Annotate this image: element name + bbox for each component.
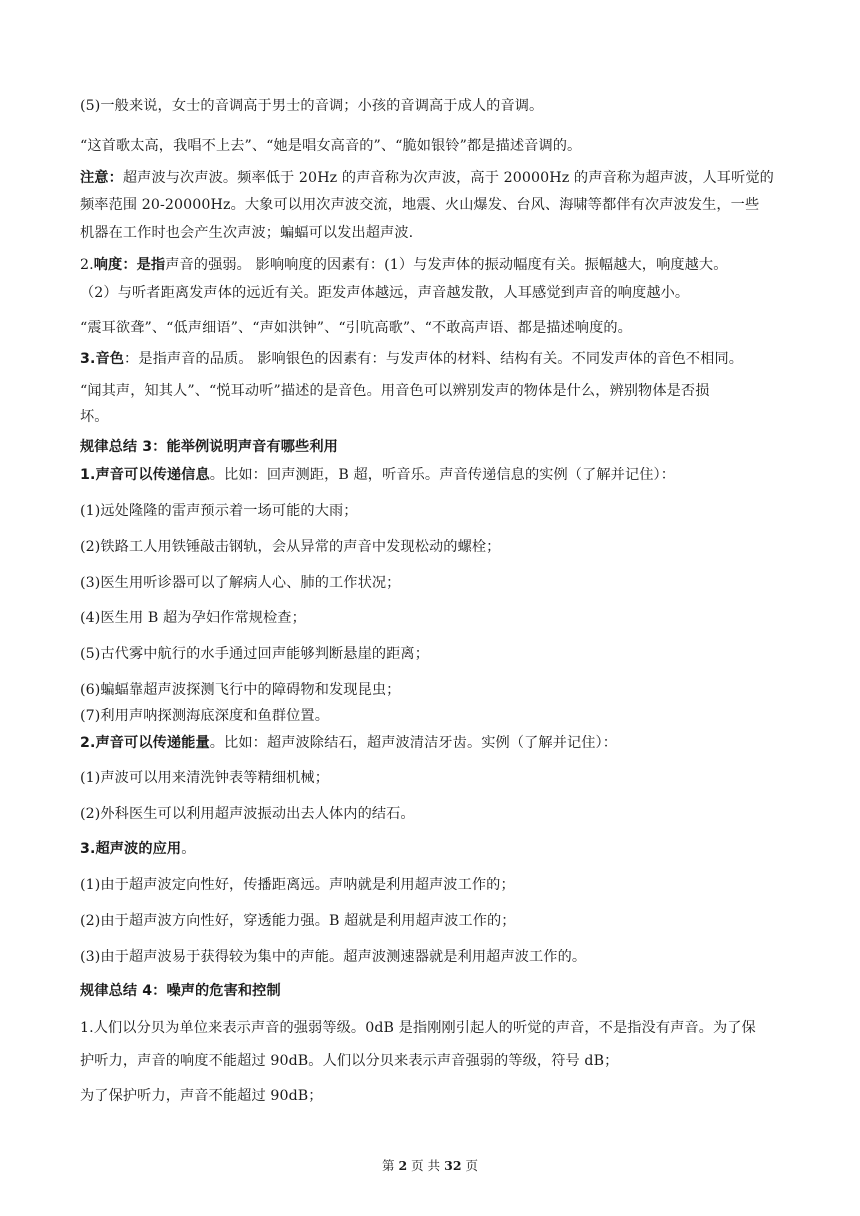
list-item: (1)声波可以用来清洗钟表等精细机械； — [80, 770, 329, 786]
list-item: (5)古代雾中航行的水手通过回声能够判断悬崖的距离； — [80, 646, 430, 662]
ultrasound-label: 3.超声波的应用 — [80, 841, 182, 857]
text-line: 1.人们以分贝为单位来表示声音的强弱等级。0dB 是指刚刚引起人的听觉的声音，不是指没有声音。为了保 — [80, 1020, 756, 1036]
list-item: (2)外科医生可以利用超声波振动出去人体内的结石。 — [80, 806, 415, 822]
text-line: 坏。 — [80, 409, 109, 425]
loudness-label: 响度：是指 — [93, 257, 166, 273]
list-item: (2)铁路工人用铁锤敲击钢轨，会从异常的声音中发现松动的螺栓； — [80, 539, 501, 555]
page-number: 2 — [398, 1158, 408, 1173]
note-label: 注意： — [80, 170, 123, 186]
section-heading-4: 规律总结 4：噪声的危害和控制 — [80, 983, 281, 999]
energy-label: 2.声音可以传递能量 — [80, 735, 210, 751]
text-line: (5)一般来说，女士的音调高于男士的音调；小孩的音调高于成人的音调。 — [80, 98, 544, 114]
list-item: (1)由于超声波定向性好，传播距离远。声呐就是利用超声波工作的； — [80, 877, 515, 893]
text-line: “这首歌太高，我唱不上去”、“她是唱女高音的”、“脆如银铃”都是描述音调的。 — [80, 138, 582, 154]
text-line: 护听力，声音的响度不能超过 90dB。人们以分贝来表示声音强弱的等级，符号 dB； — [80, 1053, 619, 1069]
energy-line: 2.声音可以传递能量。比如：超声波除结石，超声波清洁牙齿。实例（了解并记住）： — [80, 735, 618, 751]
page-footer: 第 2 页 共 32 页 — [381, 1158, 479, 1173]
list-item: (7)利用声呐探测海底深度和鱼群位置。 — [80, 708, 329, 724]
text-line: “震耳欲聋”、“低声细语”、“声如洪钟”、“引吭高歌”、“不敢高声语、都是描述响度的。 — [80, 320, 632, 336]
section-heading-3: 规律总结 3：能举例说明声音有哪些利用 — [80, 439, 338, 455]
list-item: (2)由于超声波方向性好，穿透能力强。B 超就是利用超声波工作的； — [80, 913, 516, 929]
loudness-line: 2.响度：是指声音的强弱。 影响响度的因素有：(1）与发声体的振动幅度有关。振幅越大，响度越大。 — [80, 257, 728, 273]
text-line: （2）与听者距离发声体的远近有关。距发声体越远，声音越发散，人耳感觉到声音的响度越小。 — [80, 285, 690, 301]
list-item: (3)由于超声波易于获得较为集中的声能。超声波测速器就是利用超声波工作的。 — [80, 949, 587, 965]
info-label: 1.声音可以传递信息 — [80, 467, 210, 483]
info-line: 1.声音可以传递信息。比如：回声测距，B 超，听音乐。声音传递信息的实例（了解并记住）： — [80, 467, 676, 483]
text-line: 频率范围 20-20000Hz。大象可以用次声波交流，地震、火山爆发、台风、海啸等都伴有次声波发生，一些 — [80, 197, 760, 213]
note-paragraph-line: 注意：超声波与次声波。频率低于 20Hz 的声音称为次声波，高于 20000Hz 的声音称为超声波，人耳听觉的 — [80, 170, 774, 186]
timbre-line: 3.音色：是指声音的品质。 影响银色的因素有：与发声体的材料、结构有关。不同发声体的音色不相同。 — [80, 351, 744, 367]
text-line: “闻其声，知其人”、“悦耳动听”描述的是音色。用音色可以辨别发声的物体是什么，辨别物体是否损 — [80, 383, 710, 399]
ultrasound-line: 3.超声波的应用。 — [80, 841, 196, 857]
list-item: (6)蝙蝠靠超声波探测飞行中的障碍物和发现昆虫； — [80, 682, 401, 698]
list-item: (3)医生用听诊器可以了解病人心、肺的工作状况； — [80, 575, 401, 591]
list-item: (1)远处隆隆的雷声预示着一场可能的大雨； — [80, 503, 358, 519]
total-pages: 32 — [444, 1158, 462, 1173]
text-line: 机器在工作时也会产生次声波；蝙蝠可以发出超声波. — [80, 225, 414, 241]
list-item: (4)医生用 B 超为孕妇作常规检查； — [80, 610, 306, 626]
text-line: 为了保护听力，声音不能超过 90dB； — [80, 1088, 323, 1104]
timbre-label: 3.音色 — [80, 351, 125, 367]
